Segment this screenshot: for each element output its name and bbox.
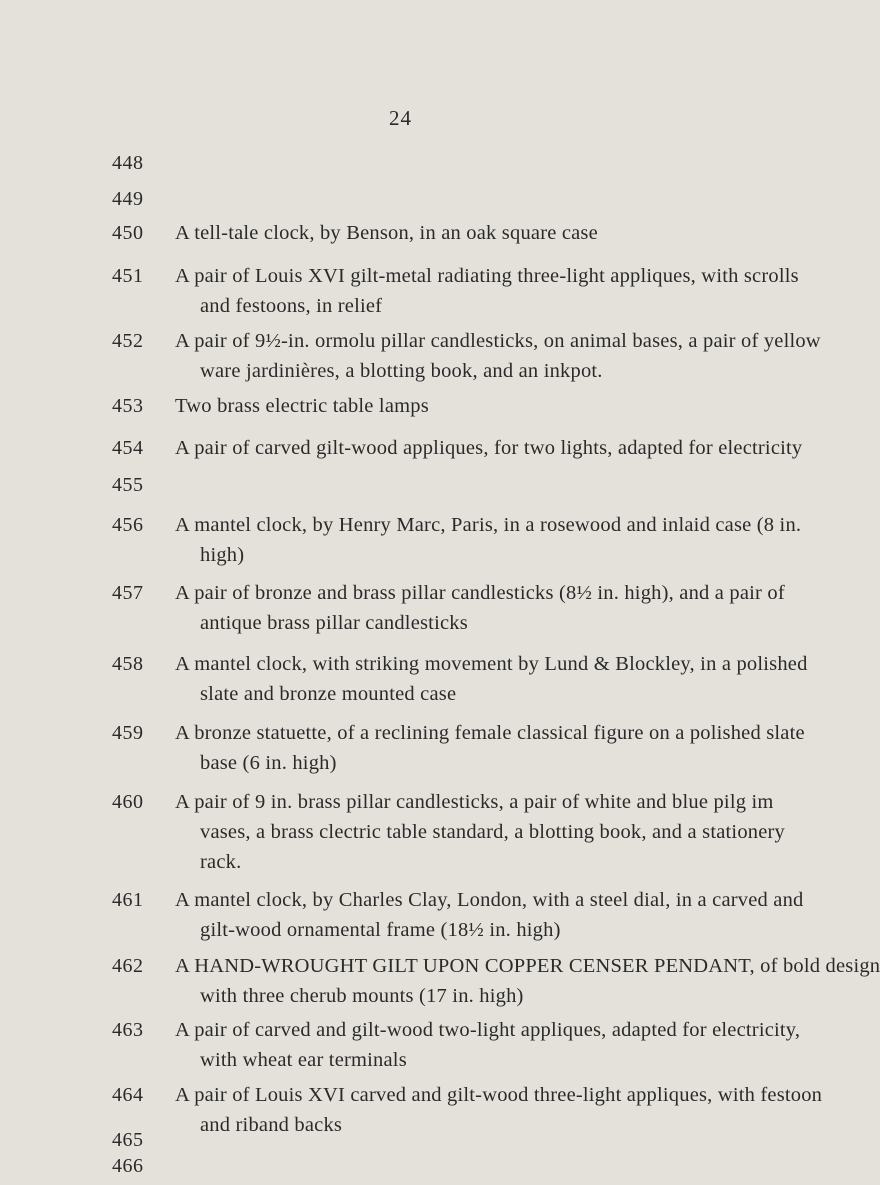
lot-number: 460 [112,791,144,813]
description-line: high) [200,544,245,566]
description-line: A HAND-WROUGHT GILT UPON COPPER CENSER PENDANT, of bold design [175,955,880,977]
description-line: slate and bronze mounted case [200,683,457,705]
description-line: A pair of carved gilt-wood appliques, for two lights, adapted for electricity [175,437,803,459]
description-line: with three cherub mounts (17 in. high) [200,985,524,1007]
description-line: vases, a brass clectric table standard, a blotting book, and a stationery [200,821,785,843]
lot-description [175,787,785,877]
lot-number: 449 [112,188,144,210]
lot-number: 463 [112,1019,144,1041]
description-line: A pair of carved and gilt-wood two-light appliques, adapted for electricity, [175,1019,801,1041]
lot-number: 461 [112,889,144,911]
description-line: A pair of 9½-in. ormolu pillar candlesticks, on animal bases, a pair of yellow [175,330,821,352]
description-line: and riband backs [200,1114,343,1136]
description-line: A pair of Louis XVI gilt-metal radiating three-light appliques, with scrolls [175,265,799,287]
description-line: and festoons, in relief [200,295,383,317]
lot-description [175,951,880,1011]
description-line: gilt-wood ornamental frame (18½ in. high) [200,919,561,941]
description-line: A mantel clock, with striking movement by Lund & Blockley, in a polished [175,653,808,675]
description-line: antique brass pillar candlesticks [200,612,468,634]
description-line: A mantel clock, by Henry Marc, Paris, in a rosewood and inlaid case (8 in. [175,514,802,536]
lot-number: 450 [112,222,144,244]
description-line: ware jardinières, a blotting book, and an inkpot. [200,360,603,382]
description-line: A mantel clock, by Charles Clay, London, with a steel dial, in a carved and [175,889,804,911]
lot-number: 462 [112,955,144,977]
page-number: 24 [389,106,412,130]
lot-description [175,433,803,463]
lot-description [175,218,765,248]
lot-number: 453 [112,395,144,417]
description-line: A pair of Louis XVI carved and gilt-wood three-light appliques, with festoon [175,1084,823,1106]
lot-number: 465 [112,1129,144,1151]
lot-description [175,391,765,421]
lot-number: 459 [112,722,144,744]
lot-description [175,261,799,321]
lot-description [175,326,821,386]
lot-description [175,649,808,709]
lot-description [175,1080,823,1140]
lot-number: 457 [112,582,144,604]
lot-number: 458 [112,653,144,675]
lot-description [175,885,804,945]
description-line: A tell-tale clock, by Benson, in an oak square case [175,222,598,244]
lot-number: 452 [112,330,144,352]
lot-number: 464 [112,1084,144,1106]
lot-description [175,718,805,778]
description-line: A pair of 9 in. brass pillar candlesticks, a pair of white and blue pilg im [175,791,774,813]
lot-description [175,1015,801,1075]
description-line: A bronze statuette, of a reclining female classical figure on a polished slate [175,722,805,744]
lot-description [175,510,802,570]
lot-number: 448 [112,152,144,174]
description-line: A pair of bronze and brass pillar candlesticks (8½ in. high), and a pair of [175,582,785,604]
description-line: rack. [200,851,242,873]
lot-number: 451 [112,265,144,287]
lot-number: 456 [112,514,144,536]
description-line: Two brass electric table lamps [175,395,429,417]
lot-number: 466 [112,1155,144,1177]
lot-description [175,578,785,638]
lot-number: 455 [112,474,144,496]
lot-number: 454 [112,437,144,459]
description-line: with wheat ear terminals [200,1049,407,1071]
description-line: base (6 in. high) [200,752,337,774]
